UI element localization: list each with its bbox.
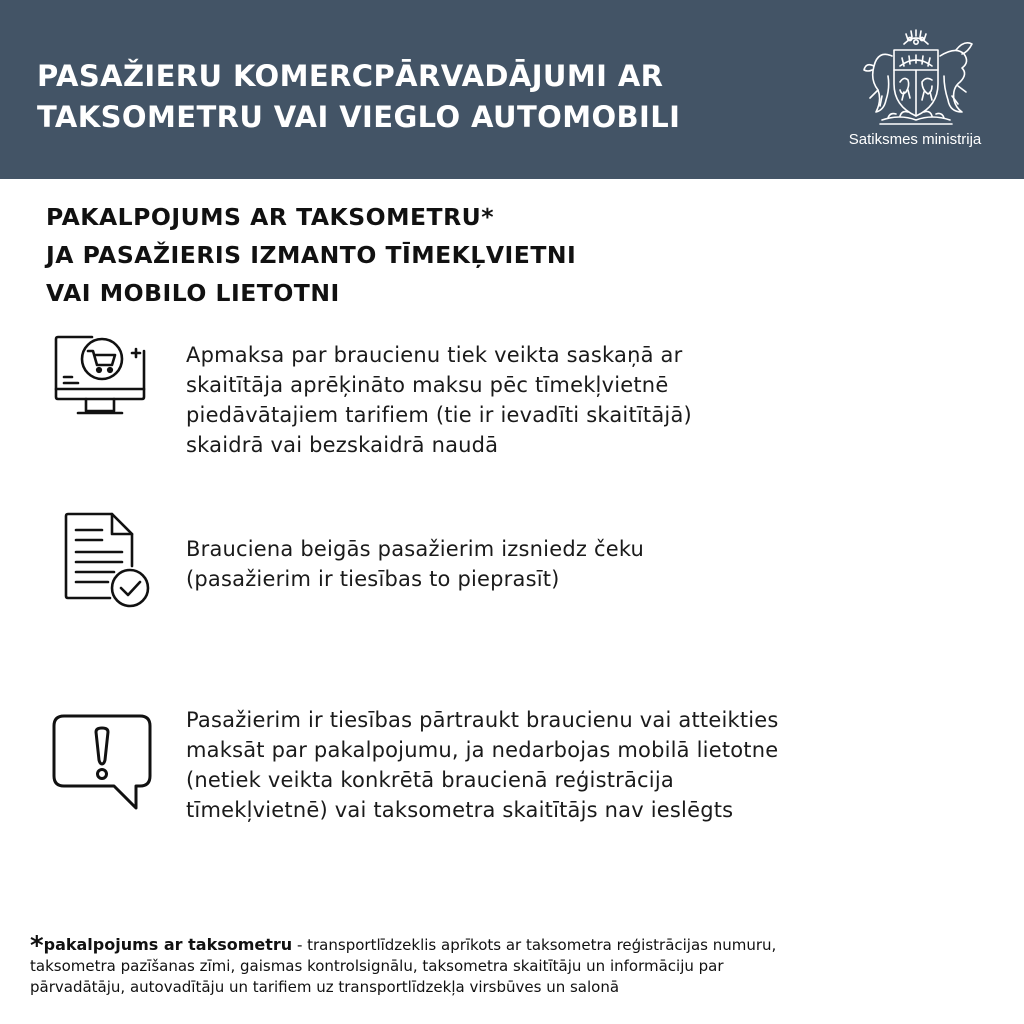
item-2-line-1: Brauciena beigās pasažierim izsniedz čeku (186, 537, 645, 561)
heading-line-3: VAI MOBILO LIETOTNI (46, 279, 340, 307)
footnote-term: pakalpojums ar taksometru (43, 935, 293, 954)
item-receipt-text (186, 534, 986, 594)
item-3-line-3: (netiek veikta konkrētā braucienā reģistrācija (186, 768, 674, 792)
heading-line-1: PAKALPOJUMS AR TAKSOMETRU* (46, 203, 495, 231)
item-payment-text (186, 340, 986, 460)
page-title (37, 56, 837, 138)
footnote (30, 931, 1010, 998)
item-2-line-2: (pasažierim ir tiesības to pieprasīt) (186, 567, 560, 591)
footnote-definition-2: taksometra pazīšanas zīmi, gaismas kontrolsignālu, taksometra skaitītāju un informāciju par (30, 957, 724, 975)
footnote-definition-1: - transportlīdzeklis aprīkots ar taksometra reģistrācijas numuru, (292, 936, 777, 954)
computer-cart-icon (52, 333, 148, 419)
item-3-line-1: Pasažierim ir tiesības pārtraukt braucienu vai atteikties (186, 708, 779, 732)
document-check-icon (62, 510, 152, 610)
ministry-name: Satiksmes ministrija (848, 131, 982, 148)
footnote-asterisk: * (30, 931, 44, 961)
section-heading (46, 198, 946, 312)
item-1-line-1: Apmaksa par braucienu tiek veikta saskaņā ar (186, 343, 683, 367)
item-rights-text (186, 705, 986, 825)
item-1-line-2: skaitītāja aprēķināto maksu pēc tīmekļvietnē (186, 373, 669, 397)
item-3-line-4: tīmekļvietnē) vai taksometra skaitītājs nav ieslēgts (186, 798, 734, 822)
footnote-definition-3: pārvadātāju, autovadītāju un tarifiem uz transportlīdzekļa virsbūves un salonā (30, 978, 620, 996)
title-line-1: PASAŽIERU KOMERCPĀRVADĀJUMI AR (37, 59, 664, 93)
heading-line-2: JA PASAŽIERIS IZMANTO TĪMEKĻVIETNI (46, 241, 577, 269)
item-1-line-3: piedāvātajiem tarifiem (tie ir ievadīti skaitītājā) (186, 403, 692, 427)
exclamation-bubble-icon (52, 712, 154, 814)
item-3-line-2: maksāt par pakalpojumu, ja nedarbojas mobilā lietotne (186, 738, 779, 762)
title-line-2: TAKSOMETRU VAI VIEGLO AUTOMOBILI (37, 100, 681, 134)
header-banner (0, 0, 1024, 179)
coat-of-arms-icon (852, 26, 980, 130)
item-1-line-4: skaidrā vai bezskaidrā naudā (186, 433, 499, 457)
